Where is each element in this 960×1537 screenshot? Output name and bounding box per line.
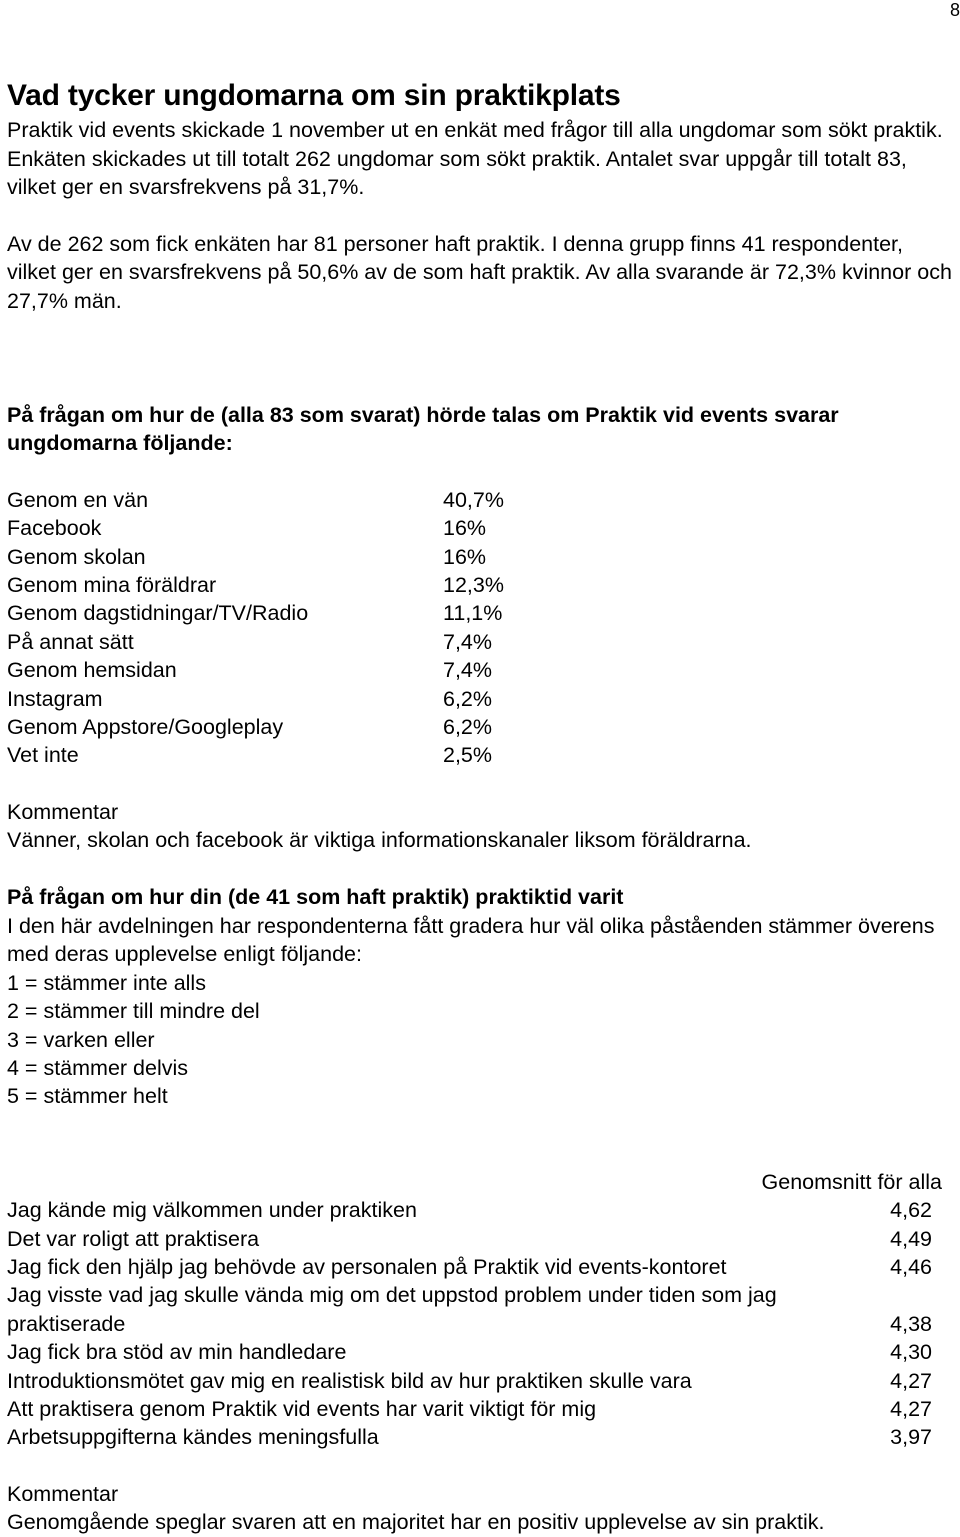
statement-text: Jag fick den hjälp jag behövde av personalen på Praktik vid events-kontoret: [7, 1255, 727, 1280]
scale-item: 3 = varken eller: [7, 1027, 155, 1052]
table-row: [7, 1367, 952, 1395]
scale-item: 5 = stämmer helt: [7, 1084, 168, 1109]
channel-label: På annat sätt: [7, 629, 134, 654]
statement-text: Arbetsuppgifterna kändes meningsfulla: [7, 1425, 379, 1450]
statement-score: 4,27: [890, 1368, 932, 1393]
channel-label: Genom Appstore/Googleplay: [7, 715, 284, 739]
section1-question: På frågan om hur de (alla 83 som svarat) hörde talas om Praktik vid events svarar ungdomarna följande:: [7, 402, 839, 456]
statement-score: 3,97: [890, 1425, 932, 1450]
channel-value: 16%: [443, 516, 487, 541]
intro-paragraph: Praktik vid events skickade 1 november ut en enkät med frågor till alla ungdomar som sökt praktik. Enkäten skickades ut till totalt 262 ungdomar som sökt praktik. Antalet svar uppgår till totalt 83, vilket ger en svarsfrekvens på 31,7%.: [7, 118, 943, 200]
list-item: [7, 571, 952, 599]
statement-text: Att praktisera genom Praktik vid events har varit viktigt för mig: [7, 1397, 597, 1422]
table-row: [7, 1395, 952, 1423]
table-row: [7, 1423, 952, 1451]
statement-text: Introduktionsmötet gav mig en realistisk bild av hur praktiken skulle vara: [7, 1368, 692, 1393]
statement-score: 4,27: [890, 1397, 932, 1422]
channel-value: 6,2%: [443, 686, 493, 711]
list-item: [7, 656, 952, 684]
scale-item: 4 = stämmer delvis: [7, 1056, 189, 1080]
channel-value: 16%: [443, 544, 487, 569]
channel-label: Genom en vän: [7, 487, 149, 512]
page-number: 8: [949, 0, 960, 20]
statement-text: Det var roligt att praktisera: [7, 1226, 260, 1251]
table-row: [7, 1281, 952, 1338]
statement-score: 4,38: [890, 1311, 932, 1336]
section2-description: I den här avdelningen har respondenterna fått gradera hur väl olika påståenden stämmer överens med deras upplevelse enligt följande:: [7, 913, 935, 967]
list-item: [7, 514, 952, 542]
statement-text: Jag visste vad jag skulle vända mig om det uppstod problem under tiden som jag praktiserade: [7, 1283, 777, 1336]
channel-label: Instagram: [7, 686, 103, 711]
scale-item: 1 = stämmer inte alls: [7, 970, 206, 995]
statement-score: 4,49: [890, 1226, 932, 1251]
channel-value: 12,3%: [443, 572, 504, 597]
channel-label: Genom dagstidningar/TV/Radio: [7, 601, 309, 626]
list-item: [7, 741, 952, 769]
channel-label: Facebook: [7, 516, 102, 541]
intro-paragraph-2: Av de 262 som fick enkäten har 81 personer haft praktik. I denna grupp finns 41 respondenter, vilket ger en svarsfrekvens på 50,6% av de som haft praktik. Av alla svarande är 72,3% kvinnor och 27,7% män.: [7, 231, 952, 313]
statement-text: Jag fick bra stöd av min handledare: [7, 1340, 347, 1365]
document-body: [7, 76, 952, 1537]
section2-question: På frågan om hur din (de 41 som haft praktik) praktiktid varit: [7, 885, 624, 909]
channel-label: Genom skolan: [7, 544, 146, 569]
list-item: [7, 486, 952, 514]
statement-score: 4,62: [890, 1198, 932, 1223]
statement-text: Jag kände mig välkommen under praktiken: [7, 1198, 417, 1223]
ratings-column-header: Genomsnitt för alla: [761, 1169, 942, 1194]
section2-comment-heading: Kommentar: [7, 1481, 119, 1506]
rating-scale: [7, 969, 952, 1111]
channel-value: 6,2%: [443, 715, 493, 739]
list-item: [7, 713, 952, 741]
list-item: [7, 628, 952, 656]
table-row: [7, 1338, 952, 1366]
list-item: [7, 685, 952, 713]
channel-value: 11,1%: [443, 601, 503, 626]
channel-list: [7, 486, 952, 770]
list-item: [7, 543, 952, 571]
channel-label: Vet inte: [7, 743, 79, 768]
statement-score: 4,46: [890, 1255, 932, 1280]
list-item: [7, 599, 952, 627]
channel-value: 2,5%: [443, 743, 493, 768]
channel-value: 7,4%: [443, 629, 493, 654]
statement-score: 4,30: [890, 1340, 932, 1365]
channel-label: Genom mina föräldrar: [7, 572, 217, 597]
table-row: [7, 1196, 952, 1224]
scale-item: 2 = stämmer till mindre del: [7, 999, 260, 1024]
table-row: [7, 1225, 952, 1253]
section1-comment-heading: Kommentar: [7, 799, 119, 824]
table-row: [7, 1253, 952, 1281]
ratings-table: [7, 1196, 952, 1452]
channel-value: 40,7%: [443, 487, 504, 512]
page-title: Vad tycker ungdomarna om sin praktikplats: [7, 79, 621, 112]
section1-comment: Vänner, skolan och facebook är viktiga informationskanaler liksom föräldrarna.: [7, 828, 752, 853]
section2-comment: Genomgående speglar svaren att en majoritet har en positiv upplevelse av sin praktik.: [7, 1510, 825, 1535]
channel-value: 7,4%: [443, 658, 493, 683]
channel-label: Genom hemsidan: [7, 658, 177, 683]
